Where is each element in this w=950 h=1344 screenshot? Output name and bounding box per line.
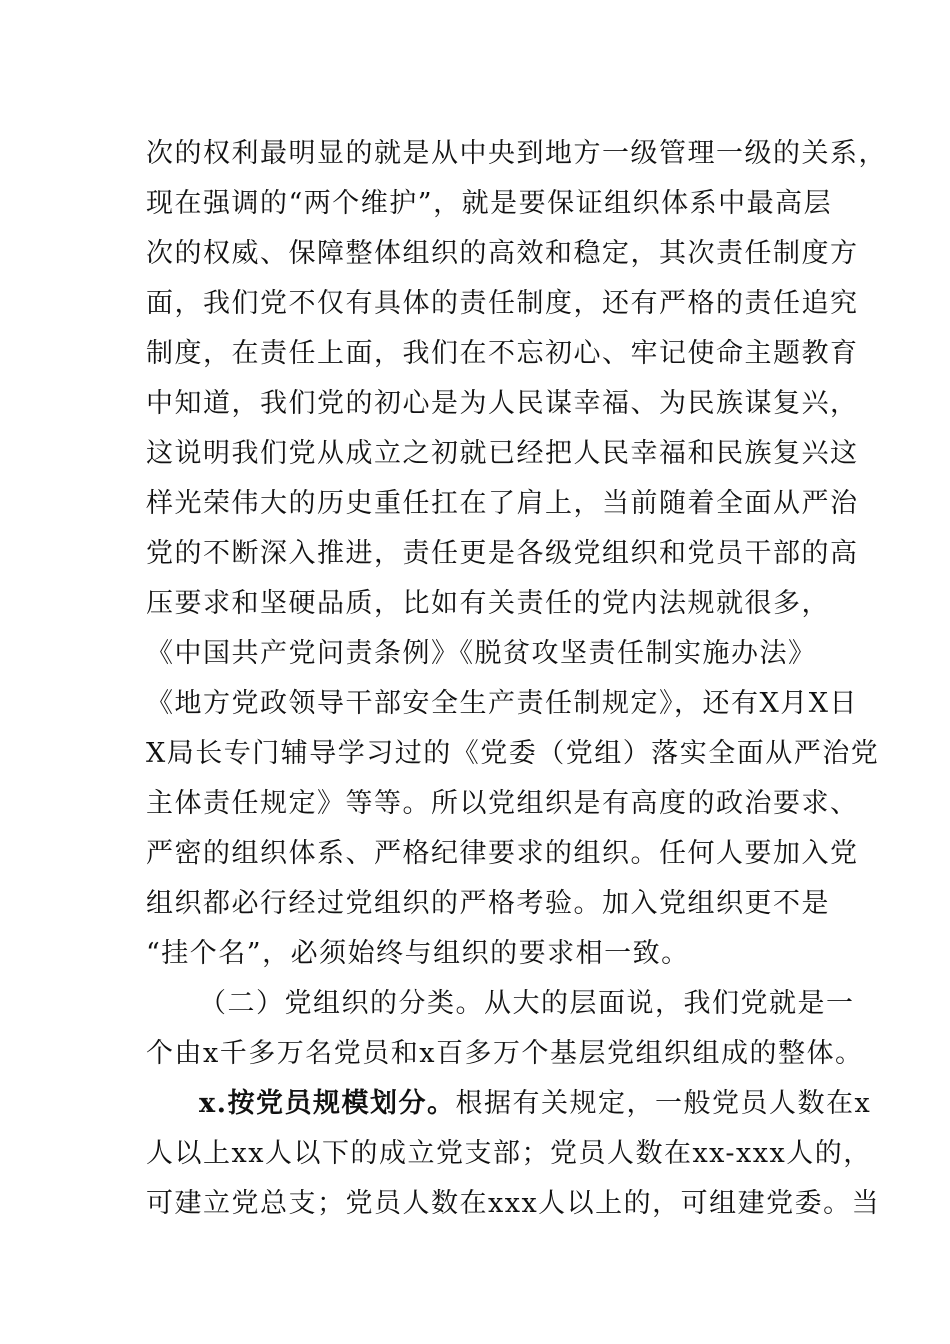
body-line-12: 《地方党政领导干部安全生产责任制规定》，还有X月X日 <box>146 688 858 719</box>
body-line-7: 这说明我们党从成立之初就已经把人民幸福和民族复兴这 <box>146 438 859 469</box>
body-line-19: 个由x千多万名党员和x百多万个基层党组织组成的整体。 <box>146 1038 864 1069</box>
body-line-10: 压要求和坚硬品质，比如有关责任的党内法规就很多， <box>146 588 830 619</box>
body-line-16: 组织都必行经过党组织的严格考验。加入党组织更不是 <box>146 888 830 919</box>
body-line-1: 次的权利最明显的就是从中央到地方一级管理一级的关系， <box>146 138 887 169</box>
body-line-3: 次的权威、保障整体组织的高效和稳定，其次责任制度方 <box>146 238 859 269</box>
body-line-2: 现在强调的“两个维护”，就是要保证组织体系中最高层 <box>146 188 833 219</box>
body-line-11: 《中国共产党问责条例》《脱贫攻坚责任制实施办法》 <box>146 638 817 669</box>
body-line-17: “挂个名”，必须始终与组织的要求相一致。 <box>146 938 690 969</box>
body-line-21: 人以上xx人以下的成立党支部；党员人数在xx-xxx人的， <box>146 1138 872 1169</box>
body-line-8: 样光荣伟大的历史重任扛在了肩上，当前随着全面从严治 <box>146 488 859 519</box>
body-line-5: 制度，在责任上面，我们在不忘初心、牢记使命主题教育 <box>146 338 859 369</box>
subsection-heading: x.按党员规模划分。 <box>199 1088 456 1119</box>
body-line-13: X局长专门辅导学习过的《党委（党组）落实全面从严治党 <box>146 738 880 769</box>
section-heading-line: （二）党组织的分类。从大的层面说，我们党就是一 <box>199 988 855 1019</box>
body-line-15: 严密的组织体系、严格纪律要求的组织。任何人要加入党 <box>146 838 859 869</box>
body-line-22: 可建立党总支；党员人数在xxx人以上的，可组建党委。当 <box>146 1188 881 1219</box>
subsection-text: 根据有关规定，一般党员人数在x <box>455 1088 872 1119</box>
body-line-6: 中知道，我们党的初心是为人民谋幸福、为民族谋复兴， <box>146 388 859 419</box>
subsection-line <box>199 1084 872 1124</box>
body-line-14: 主体责任规定》等等。所以党组织是有高度的政治要求、 <box>146 788 859 819</box>
body-line-9: 党的不断深入推进，责任更是各级党组织和党员干部的高 <box>146 538 859 569</box>
body-line-4: 面，我们党不仅有具体的责任制度，还有严格的责任追究 <box>146 288 859 319</box>
